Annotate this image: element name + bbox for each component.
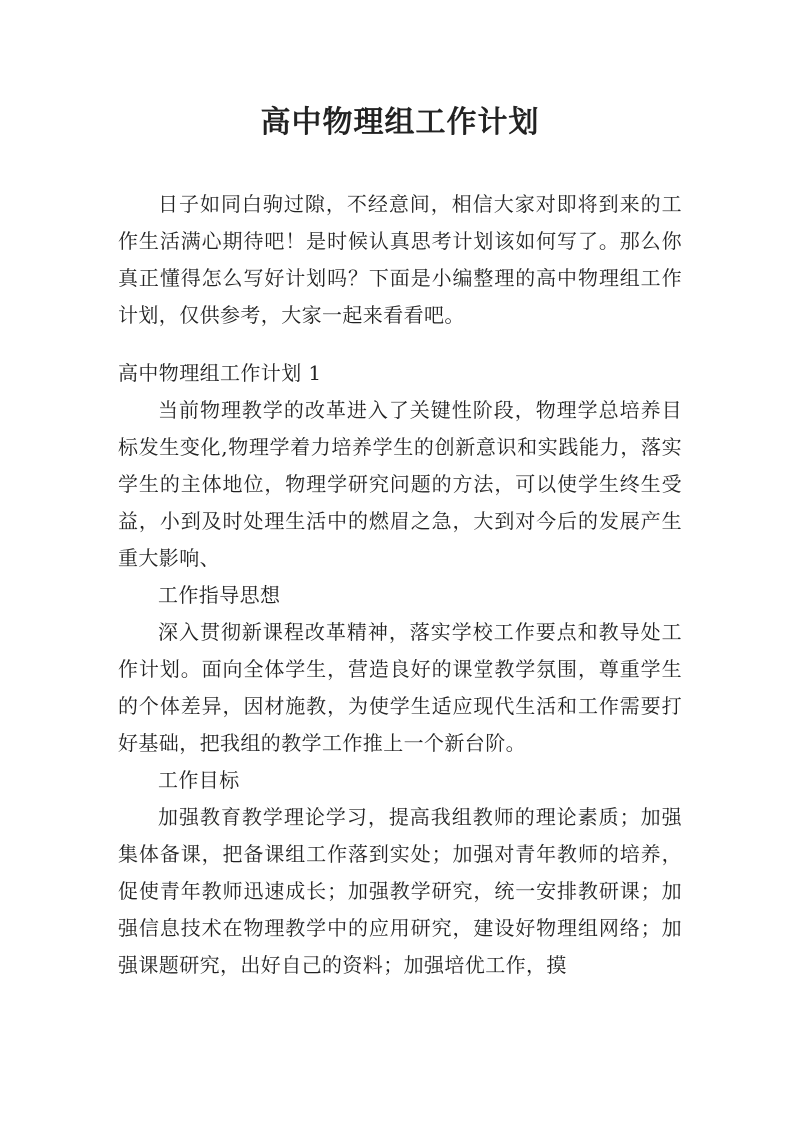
intro-paragraph: 日子如同白驹过隙，不经意间，相信大家对即将到来的工作生活满心期待吧！是时候认真思考计划该如何写了。那么你真正懂得怎么写好计划吗？下面是小编整理的高中物理组工作计划，仅供参考，大家一起来看看吧。 [118,192,682,327]
section-paragraph-work-goals: 加强教育教学理论学习，提高我组教师的理论素质；加强集体备课，把备课组工作落到实处；加强对青年教师的培养，促使青年教师迅速成长；加强教学研究，统一安排教研课；加强信息技术在物理教学中的应用研究，建设好物理组网络；加强课题研究，出好自己的资料；加强培优工作，摸 [118,805,682,977]
section-paragraph-guiding-ideology: 深入贯彻新课程改革精神，落实学校工作要点和教导处工作计划。面向全体学生，营造良好的课堂教学氛围，尊重学生的个体差异，因材施教，为使学生适应现代生活和工作需要打好基础，把我组的教学工作推上一个新台阶。 [118,620,682,755]
section-paragraph-background: 当前物理教学的改革进入了关键性阶段，物理学总培养目标发生变化,物理学着力培养学生的创新意识和实践能力，落实学生的主体地位，物理学研究问题的方法，可以使学生终生受益，小到及时处理生活中的燃眉之急，大到对今后的发展产生重大影响、 [118,398,682,570]
document-title: 高中物理组工作计划 [260,105,540,140]
section-heading: 高中物理组工作计划 1 [118,361,322,385]
plan-section-1 [118,355,682,984]
subheading-work-goals: 工作目标 [158,768,240,792]
subheading-guiding-ideology: 工作指导思想 [158,583,281,607]
